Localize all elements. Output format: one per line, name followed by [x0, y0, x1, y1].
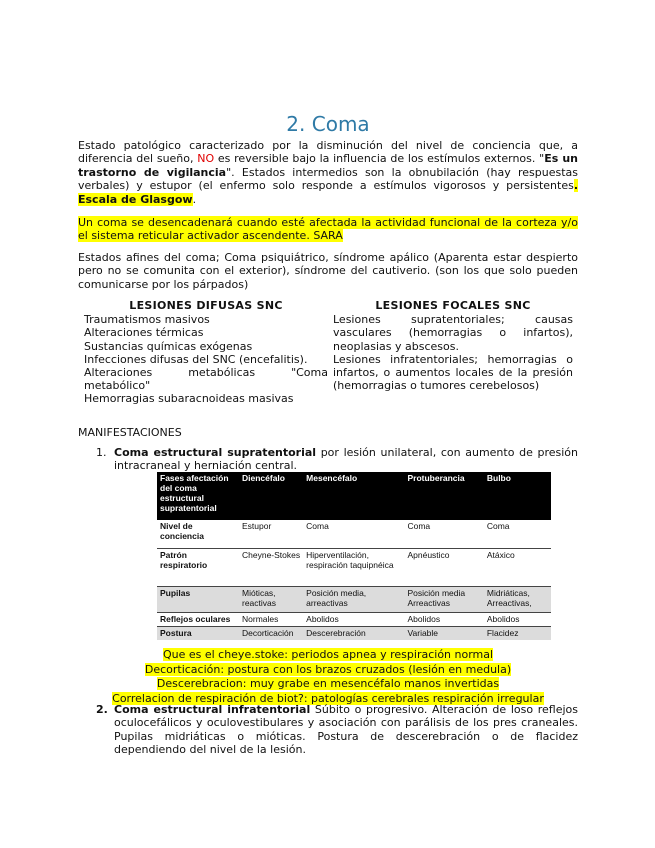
table-row	[157, 626, 551, 640]
table-cell: Flacidez	[484, 626, 551, 640]
list-item: Lesiones infratentoriales; hemorragias o infartos, o aumentos locales de la presión (hemorragias o tumores cerebelosos)	[333, 352, 573, 393]
list-item-supratentorial	[96, 446, 578, 473]
highlight-text: Un coma se desencadenará cuando esté afectada la actividad funcional de la corteza y/o el sistema reticular activador ascendente. SARA	[78, 216, 578, 243]
intro-bold-glasgow: . Escala de Glasgow	[78, 179, 578, 206]
table-cell: Mióticas, reactivas	[239, 586, 303, 612]
intro-text-2: es reversible bajo la influencia de los estímulos externos. "	[214, 152, 545, 166]
table-cell: Variable	[404, 626, 483, 640]
table-cell: Apnéustico	[404, 548, 483, 586]
table-cell: Abolidos	[404, 612, 483, 626]
list-item: Alteraciones metabólicas "Coma metabólico"	[84, 366, 328, 393]
table-cell: Estupor	[239, 520, 303, 548]
table-cell: Coma	[484, 520, 551, 548]
table-cell: Pupilas	[157, 586, 239, 612]
table-cell: Midriáticas, Arreactivas,	[484, 586, 551, 612]
table-header-cell: Protuberancia	[404, 472, 483, 520]
item-bold: Coma estructural supratentorial	[114, 446, 317, 459]
table-header-cell: Fases afectación del coma estructural supratentorial	[157, 472, 239, 520]
manifestaciones-heading: MANIFESTACIONES	[78, 426, 182, 439]
table-header-cell: Mesencéfalo	[303, 472, 404, 520]
table-row	[157, 612, 551, 626]
note-line: Decorticación: postura con los brazos cruzados (lesión en medula)	[144, 662, 512, 676]
list-item: Infecciones difusas del SNC (encefalitis).	[84, 352, 308, 366]
list-item: Hemorragias subaracnoideas masivas	[84, 392, 294, 406]
page-title: 2. Coma	[286, 112, 370, 136]
table-header-row	[157, 472, 551, 520]
table-cell: Decorticación	[239, 626, 303, 640]
intro-text-1: Estado patológico caracterizado por la disminución del nivel de conciencia que, a diferencia del sueño,	[78, 139, 578, 166]
intro-text-4: .	[192, 192, 197, 206]
table-row	[157, 586, 551, 612]
notes-block	[78, 648, 578, 706]
list-item-infratentorial	[96, 703, 578, 757]
intro-bold-vigilancia: Es un trastorno de vigilancia	[78, 152, 579, 179]
table-cell: Nivel de conciencia	[157, 520, 239, 548]
table-cell: Postura	[157, 626, 239, 640]
item-text: Súbito o progresivo. Alteración de loso reflejos oculocefálicos y oculovestibulares y asociación con parálisis de los pres craneales. Pupilas midriáticas o mióticas. Postura de descerebración o de flacidez dependiendo del nivel de la lesión.	[114, 703, 578, 757]
lesiones-focales-column	[333, 299, 573, 392]
table-cell: Coma	[404, 520, 483, 548]
table-cell: Descerebración	[303, 626, 404, 640]
table-cell: Posición media, arreactivas	[303, 586, 404, 612]
table-cell: Normales	[239, 612, 303, 626]
table-row	[157, 548, 551, 586]
table-cell: Atáxico	[484, 548, 551, 586]
intro-no-emphasis: NO	[197, 152, 215, 166]
table-cell: Cheyne-Stokes	[239, 548, 303, 586]
afines-paragraph: Estados afines del coma; Coma psiquiátrico, síndrome apálico (Aparenta estar despierto pero no se comunita con el exterior), síndrome del cautiverio. (son los que solo pueden comunicarse por los párpados)	[78, 251, 578, 291]
table-cell: Hiperventilación, respiración taquipnéica	[303, 548, 404, 586]
table-header-cell: Diencéfalo	[239, 472, 303, 520]
table-cell: Abolidos	[484, 612, 551, 626]
note-line: Que es el cheye.stoke: periodos apnea y respiración normal	[162, 648, 494, 661]
table-cell: Reflejos oculares	[157, 612, 239, 626]
lesiones-focales-heading: LESIONES FOCALES SNC	[375, 299, 531, 312]
intro-text-3: ". Estados intermedios son la obnubilación (hay respuestas verbales) y estupor (el enfermo solo responde a estímulos vigorosos y persistentes	[78, 165, 578, 193]
note-line: Correlacion de respiración de biot?: patologías cerebrales respiración irregular	[112, 691, 544, 705]
list-number: 1.	[96, 446, 107, 459]
table-cell: Coma	[303, 520, 404, 548]
item-bold: Coma estructural infratentorial	[114, 703, 311, 716]
highlight-paragraph	[78, 216, 578, 243]
list-item: Alteraciones térmicas	[84, 326, 204, 340]
item-text: por lesión unilateral, con aumento de presión intracraneal y herniación central.	[114, 446, 578, 473]
coma-phases-table	[157, 472, 551, 640]
list-item: Sustancias químicas exógenas	[84, 339, 253, 353]
table-row	[157, 520, 551, 548]
list-number: 2.	[96, 703, 108, 716]
list-item: Lesiones supratentoriales; causas vasculares (hemorragias o infartos), neoplasias y abscesos.	[333, 313, 573, 353]
table-cell: Abolidos	[303, 612, 404, 626]
table-cell: Posición media Arreactivas	[404, 586, 483, 612]
intro-paragraph	[78, 139, 578, 206]
lesiones-difusas-heading: LESIONES DIFUSAS SNC	[129, 299, 283, 312]
list-item: Traumatismos masivos	[84, 313, 210, 327]
lesiones-difusas-column	[84, 299, 328, 406]
table-cell: Patrón respiratorio	[157, 548, 239, 586]
note-line: Descerebracion: muy grabe en mesencéfalo manos invertidas	[156, 677, 500, 691]
table-header-cell: Bulbo	[484, 472, 551, 520]
